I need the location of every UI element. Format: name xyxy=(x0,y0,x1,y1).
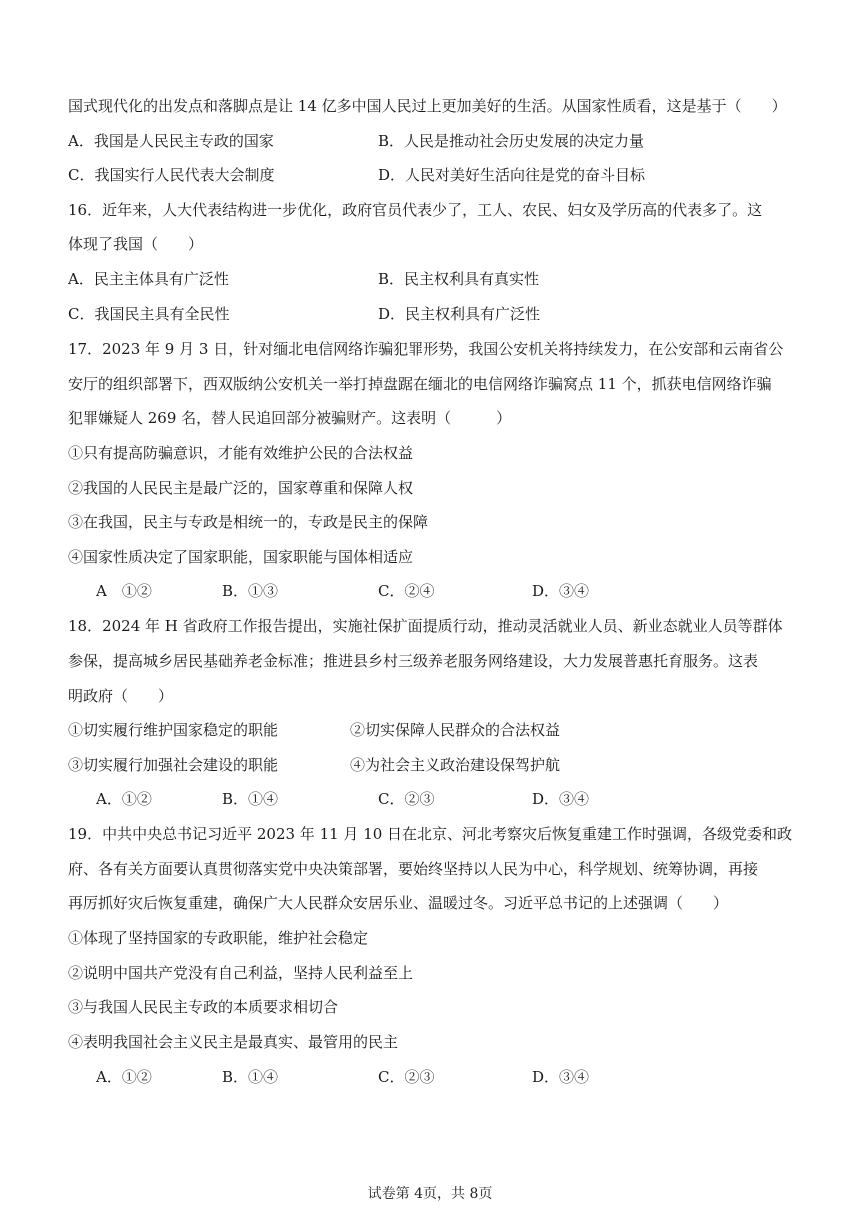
q18-stem-line-2: 参保，提高城乡居民基础养老金标准；推进县乡村三级养老服务网络建设，大力发展普惠托育服务。这表 xyxy=(68,652,759,670)
q17-stem-line-1: 17．2023 年 9 月 3 日，针对缅北电信网络诈骗犯罪形势，我国公安机关将持续发力，在公安部和云南省公 xyxy=(68,340,784,358)
q18-options-row xyxy=(96,789,820,809)
q17-statement-3: ③在我国，民主与专政是相统一的，专政是民主的保障 xyxy=(68,513,429,531)
q17-statement-4: ④国家性质决定了国家职能，国家职能与国体相适应 xyxy=(68,548,414,566)
q16-option-c: C．我国民主具有全民性 xyxy=(68,305,230,323)
q19-option-d: D．③④ xyxy=(532,1068,590,1086)
q15-stem: 国式现代化的出发点和落脚点是让 14 亿多中国人民过上更加美好的生活。从国家性质看，这是基于（ ） xyxy=(68,97,787,115)
q15-options-row2 xyxy=(68,165,820,185)
q17-option-a: A ①② xyxy=(96,582,152,600)
q18-statement-1: ①切实履行维护国家稳定的职能 xyxy=(68,721,279,739)
q16-options-row1 xyxy=(68,269,820,289)
q16-option-b: B．民主权利具有真实性 xyxy=(378,270,540,288)
q18-option-c: C．②③ xyxy=(378,790,435,808)
q16-stem-line-2: 体现了我国（ ） xyxy=(68,235,204,253)
page-footer-indicator: 试卷第 4页，共 8页 xyxy=(367,1186,493,1202)
q18-stem-line-3: 明政府（ ） xyxy=(68,687,174,705)
q17-statement-2: ②我国的人民民主是最广泛的，国家尊重和保障人权 xyxy=(68,479,414,497)
q16-options-row2 xyxy=(68,304,820,324)
q19-stem-line-1: 19．中共中央总书记习近平 2023 年 11 月 10 日在北京、河北考察灾后恢复重建工作时强调，各级党委和政 xyxy=(68,825,793,843)
q19-option-a: A．①② xyxy=(96,1068,152,1086)
q18-statements-row2 xyxy=(68,755,820,775)
q15-option-d: D．人民对美好生活向往是党的奋斗目标 xyxy=(378,166,646,184)
q18-option-d: D．③④ xyxy=(532,790,590,808)
q17-option-b: B．①③ xyxy=(222,582,279,600)
q19-statement-4: ④表明我国社会主义民主是最真实、最管用的民主 xyxy=(68,1033,399,1051)
q19-option-c: C．②③ xyxy=(378,1068,435,1086)
q18-statement-3: ③切实履行加强社会建设的职能 xyxy=(68,756,279,774)
q19-statement-1: ①体现了坚持国家的专政职能，维护社会稳定 xyxy=(68,929,369,947)
q15-option-c: C．我国实行人民代表大会制度 xyxy=(68,166,275,184)
q19-stem-line-2: 府、各有关方面要认真贯彻落实党中央决策部署，要始终坚持以人民为中心，科学规划、统筹协调，再接 xyxy=(68,860,759,878)
q19-option-b: B．①④ xyxy=(222,1068,279,1086)
q16-stem-line-1: 16．近年来，人大代表结构进一步优化，政府官员代表少了，工人、农民、妇女及学历高的代表多了。这 xyxy=(68,201,763,219)
q17-stem-line-2: 安厅的组织部署下，西双版纳公安机关一举打掉盘踞在缅北的电信网络诈骗窝点 11 个，抓获电信网络诈骗 xyxy=(68,375,772,393)
q18-option-a: A．①② xyxy=(96,790,152,808)
q17-option-c: C．②④ xyxy=(378,582,435,600)
q19-stem-line-3: 再厉抓好灾后恢复重建，确保广大人民群众安居乐业、温暖过冬。习近平总书记的上述强调（ ） xyxy=(68,894,729,912)
q19-statement-3: ③与我国人民民主专政的本质要求相切合 xyxy=(68,998,339,1016)
q15-option-a: A．我国是人民民主专政的国家 xyxy=(68,132,274,150)
q16-option-a: A．民主主体具有广泛性 xyxy=(68,270,229,288)
q16-option-d: D．民主权利具有广泛性 xyxy=(378,305,541,323)
q17-statement-1: ①只有提高防骗意识，才能有效维护公民的合法权益 xyxy=(68,444,414,462)
q15-option-b: B．人民是推动社会历史发展的决定力量 xyxy=(378,132,645,150)
q18-statement-4: ④为社会主义政治建设保驾护航 xyxy=(350,756,561,774)
q18-statements-row1 xyxy=(68,720,820,740)
q17-options-row xyxy=(96,581,820,601)
q19-statement-2: ②说明中国共产党没有自己利益，坚持人民利益至上 xyxy=(68,964,414,982)
q18-stem-line-1: 18．2024 年 H 省政府工作报告提出，实施社保扩面提质行动，推动灵活就业人员、新业态就业人员等群体 xyxy=(68,617,783,635)
q19-options-row xyxy=(96,1067,820,1087)
q17-option-d: D．③④ xyxy=(532,582,590,600)
q15-options-row1 xyxy=(68,131,820,151)
q17-stem-line-3: 犯罪嫌疑人 269 名，替人民追回部分被骗财产。这表明（ ） xyxy=(68,409,512,427)
q18-option-b: B．①④ xyxy=(222,790,279,808)
q18-statement-2: ②切实保障人民群众的合法权益 xyxy=(350,721,561,739)
